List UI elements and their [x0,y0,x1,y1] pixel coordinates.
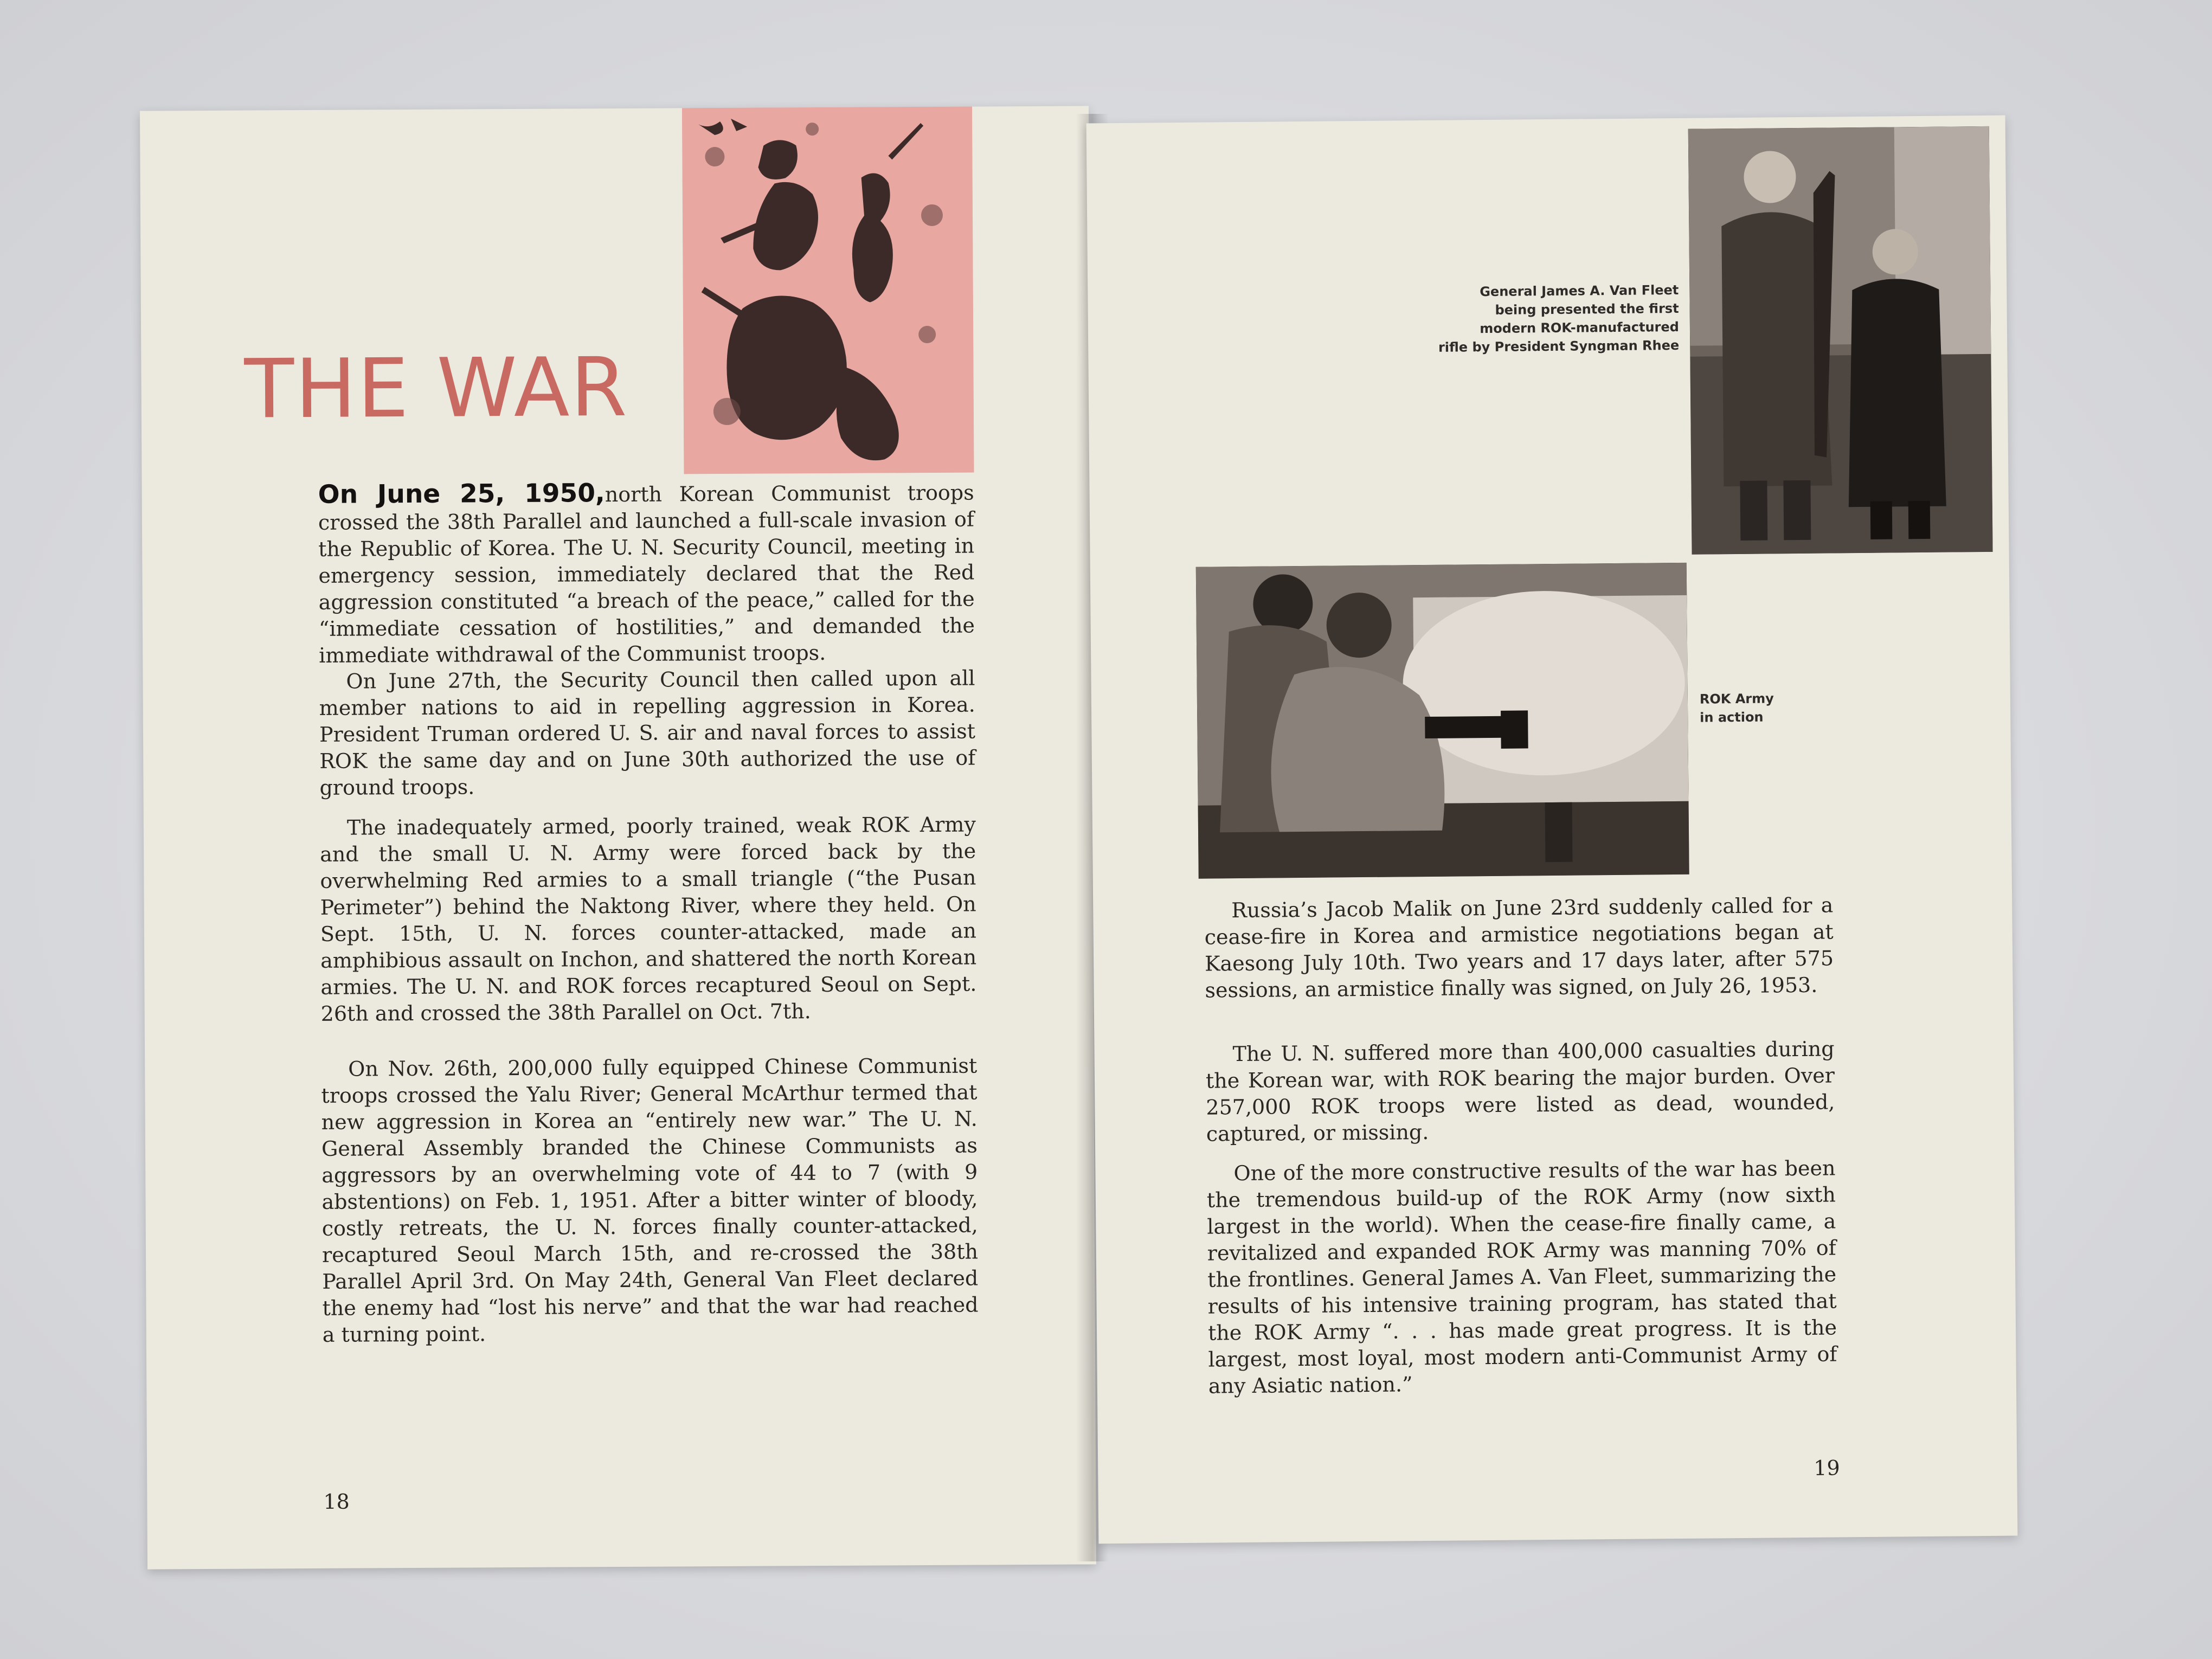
paragraph-4: On Nov. 26th, 200,000 fully equipped Chinese Communist troops crossed the Yalu River; General McArthur termed that new aggression in Korea an “entirely new war.” The U. N. General Assembly branded the Chinese Communists as aggressors by an overwhelming vote of 44 to 7 (with 9 abstentions) on Feb. 1, 1951. After a bitter winter of bloody, costly retreats, the U. N. forces finally counter-attacked, recaptured Seoul March 15th, and re-crossed the 38th Parallel April 3rd. On May 24th, General Van Fleet declared the enemy had “lost his nerve” and that the war had reached a turning point. [321,1053,979,1347]
soldiers-illustration [682,107,974,474]
photo-caption-top [1375,281,1679,357]
right-paragraph-2: The U. N. suffered more than 400,000 casualties during the Korean war, with ROK bearing the major burden. Over 257,000 ROK troops were listed as dead, wounded, captured, or missing. [1205,1037,1835,1146]
paragraph-1 [318,478,975,669]
paragraph-2: On June 27th, the Security Council then called upon all member nations to aid in repelling aggression in Korea. President Truman ordered U. S. air and naval forces to assist ROK the same day and on June 30th authorized the use of ground troops. [319,666,976,800]
caption-line: in action [1700,709,1764,725]
right-page [1086,115,2018,1544]
lead-date: On June 25, 1950, [318,478,605,510]
right-paragraph-3: One of the more constructive results of the war has been the tremendous build-up of the ROK Army (now sixth largest in the world). When the cease-fire finally came, a revitalized and expanded ROK Army was manning 70% of the frontlines. General James A. Van Fleet, summarizing the results of his intensive training program, has stated that the ROK Army “. . . has made great progress. It is the largest, most loyal, most modern anti-Communist Army of any Asiatic nation.” [1206,1156,1837,1398]
caption-line: rifle by President Syngman Rhee [1438,337,1680,355]
rok-army-photo [1196,563,1689,879]
paragraph-3: The inadequately armed, poorly trained, weak ROK Army and the small U. N. Army were forced back by the overwhelming Red armies to a small triangle (“the Pusan Perimeter”) behind the Naktong River, where they held. On Sept. 15th, U. N. forces counter-attacked, made an amphibious assault on Inchon, and shattered the north Korean armies. The U. N. and ROK forces recaptured Seoul on Sept. 26th and crossed the 38th Parallel on Oct. 7th. [320,812,977,1026]
caption-line: modern ROK-manufactured [1480,319,1680,337]
caption-line: General James A. Van Fleet [1480,282,1679,300]
left-page [140,106,1096,1569]
caption-line: being presented the first [1495,300,1679,318]
paragraph-1-text: north Korean Communist troops crossed the 38th Parallel and launched a full-scale invasion of the Republic of Korea. The U. N. Security Council, meeting in emergency session, immediately declared that the Red aggression constituted “a breach of the peace,” called for the “immediate cessation of hostilities,” and demanded the immediate withdrawal of the Communist troops. [318,480,975,667]
page-number-right: 19 [1814,1456,1840,1480]
page-number-left: 18 [323,1489,350,1514]
van-fleet-photo [1688,126,1993,555]
right-paragraph-1: Russia’s Jacob Malik on June 23rd suddenly called for a cease-fire in Korea and armistice negotiations began at Kaesong July 10th. Two years and 17 days later, after 575 sessions, an armistice finally was signed, on July 26, 1953. [1204,893,1834,1002]
caption-line: ROK Army [1699,691,1774,707]
page-title: THE WAR [244,340,628,437]
photo-caption-mid [1700,689,1841,726]
